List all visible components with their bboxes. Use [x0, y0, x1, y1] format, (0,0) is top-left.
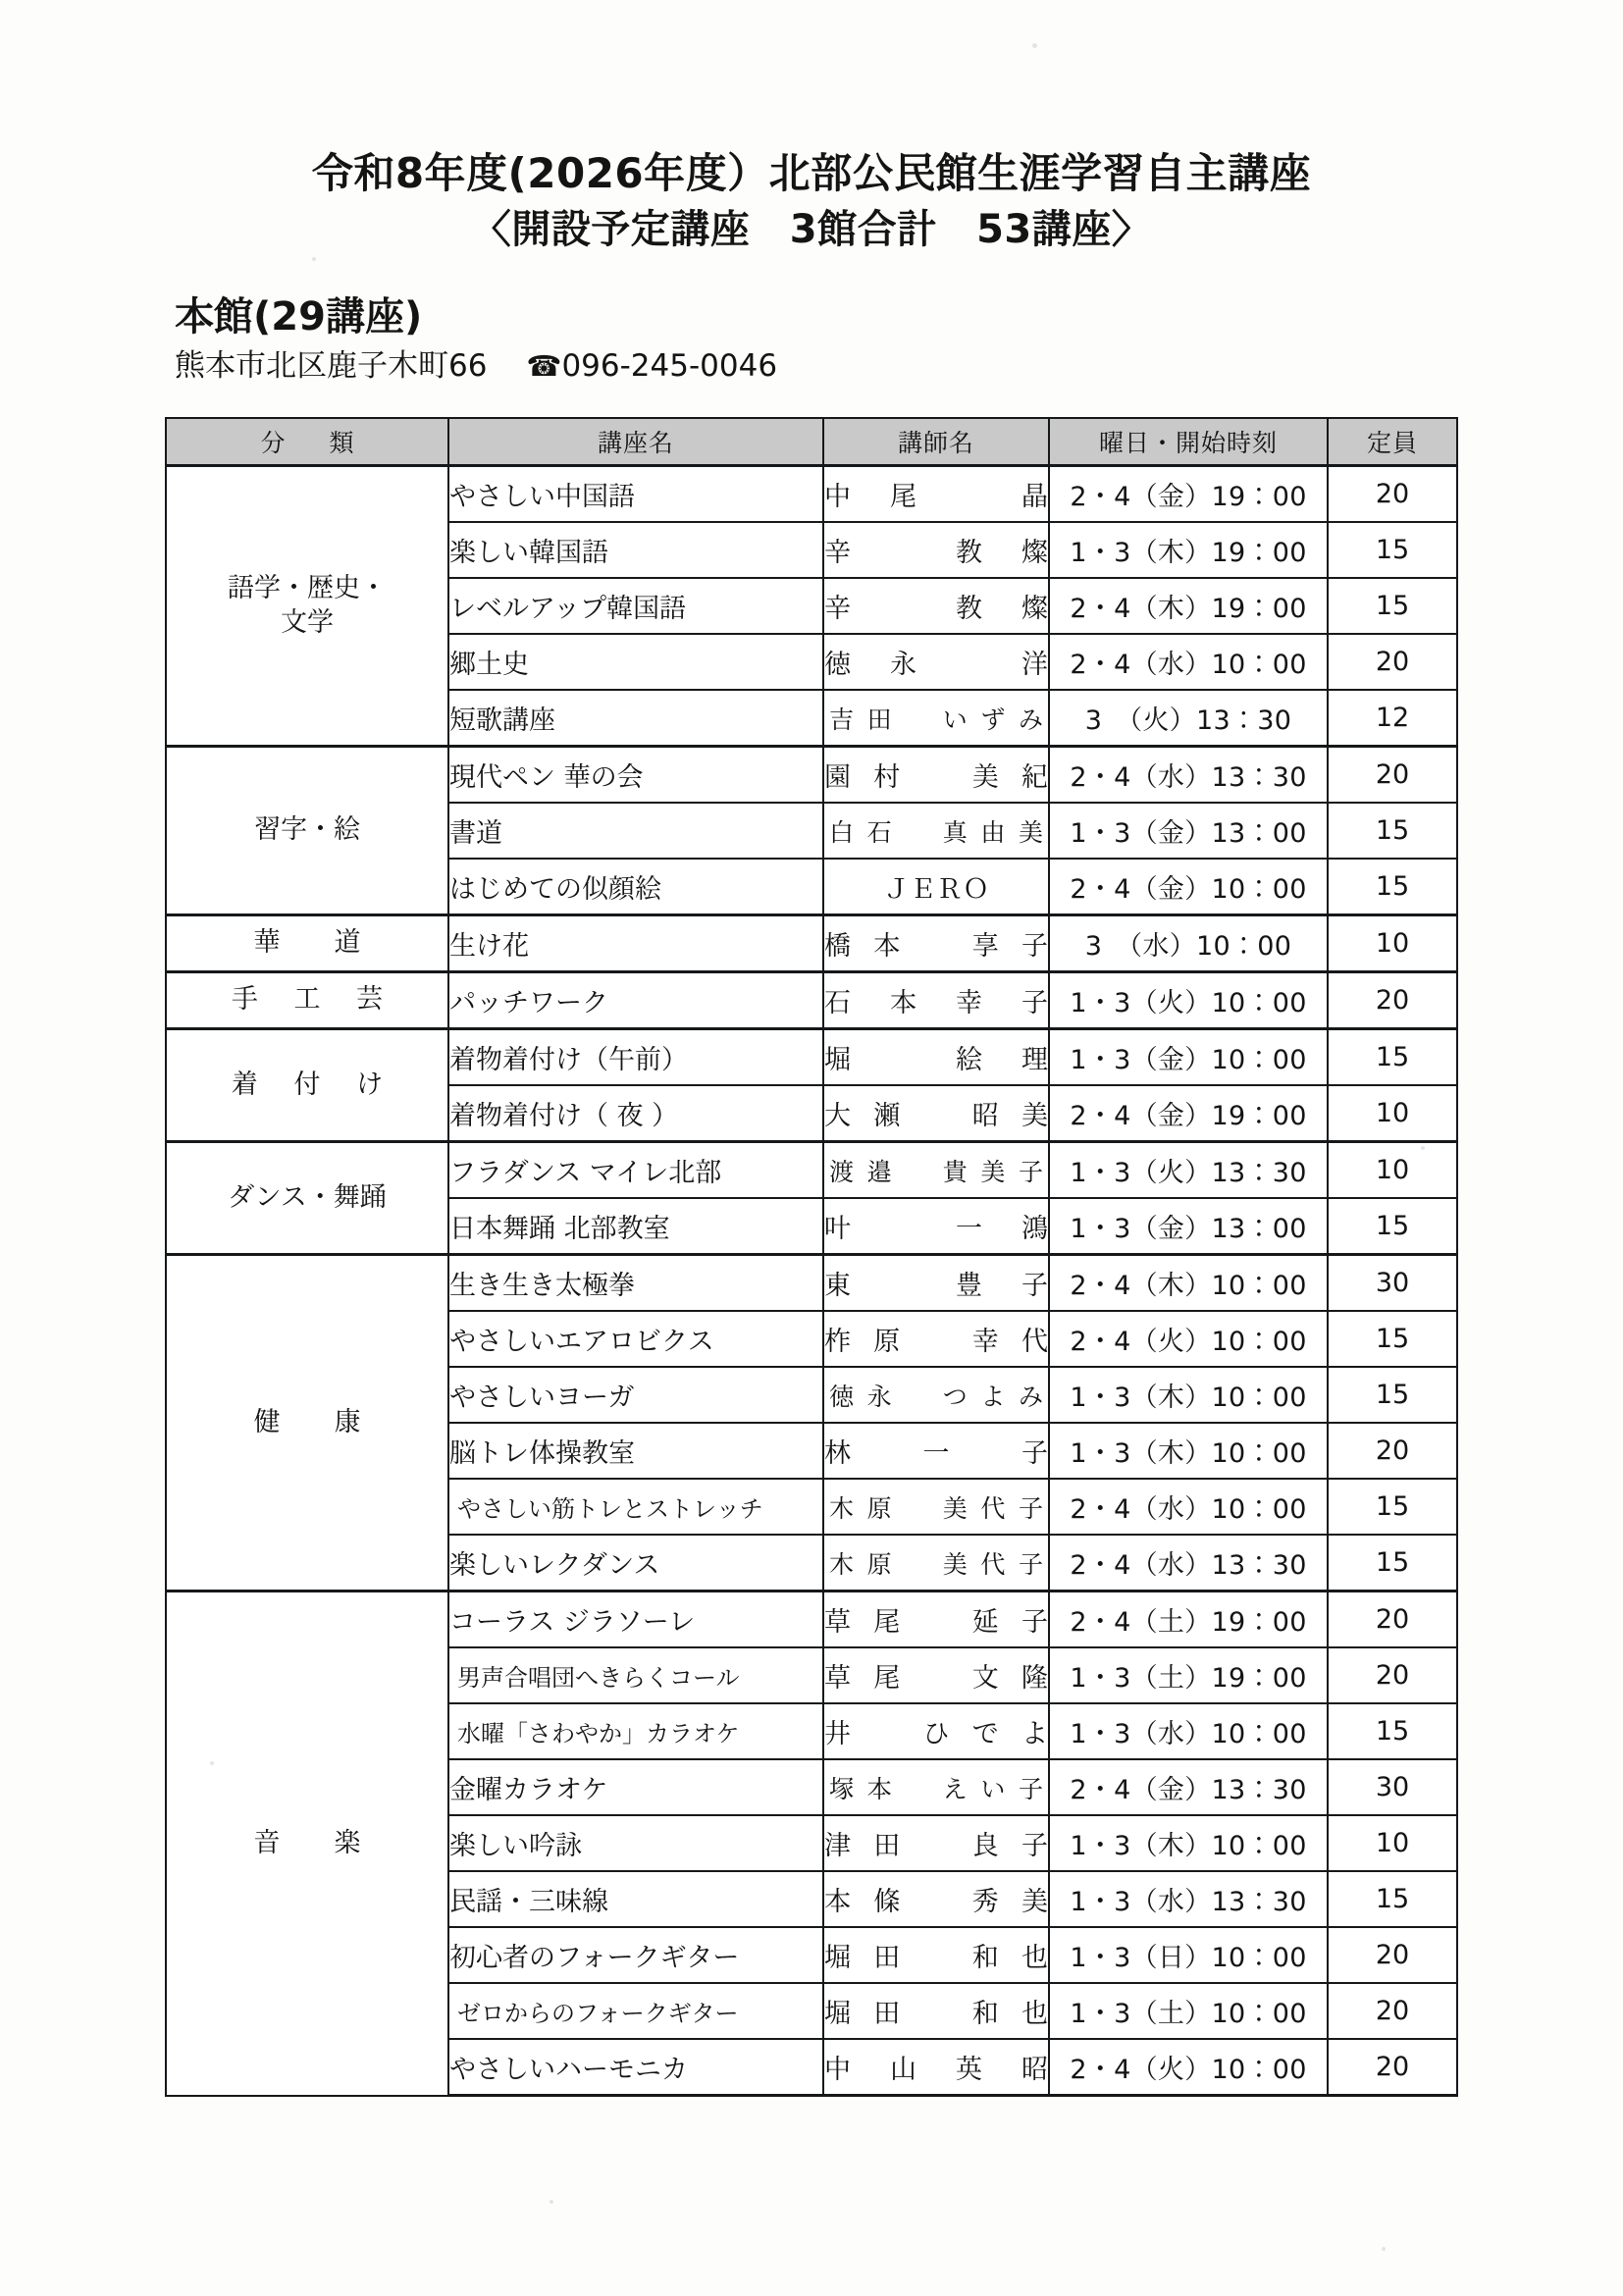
capacity-cell: 20: [1328, 1983, 1457, 2039]
course-name-cell: はじめての似顔絵: [448, 859, 823, 915]
course-name-cell: 現代ペン 華の会: [448, 747, 823, 804]
venue-address-line: [175, 348, 777, 385]
table-row: [166, 1029, 1457, 1086]
course-name-cell: 民謡・三味線: [448, 1871, 823, 1927]
instructor-cell: 堀田 和也: [823, 1927, 1049, 1983]
category-cell: 華 道: [166, 915, 448, 972]
day-time-cell: 1・3（金）10：00: [1049, 1029, 1328, 1086]
table-row: [166, 915, 1457, 972]
category-cell: 着 付 け: [166, 1029, 448, 1142]
course-name-cell: やさしい筋トレとストレッチ: [448, 1479, 823, 1535]
instructor-cell: 東 豊子: [823, 1255, 1049, 1312]
day-time-cell: 2・4（木）19：00: [1049, 578, 1328, 634]
instructor-cell: 井 ひでよ: [823, 1703, 1049, 1759]
course-name-cell: 短歌講座: [448, 690, 823, 747]
capacity-cell: 15: [1328, 859, 1457, 915]
capacity-cell: 20: [1328, 1647, 1457, 1703]
category-cell: 音 楽: [166, 1592, 448, 2096]
instructor-cell: ＪＥＲＯ: [823, 859, 1049, 915]
course-name-cell: レベルアップ韓国語: [448, 578, 823, 634]
instructor-cell: 白石 真由美: [823, 803, 1049, 859]
header-capacity: 定員: [1328, 418, 1457, 466]
table-row: [166, 466, 1457, 523]
course-name-cell: 金曜カラオケ: [448, 1759, 823, 1815]
category-cell: 語学・歴史・ 文学: [166, 466, 448, 747]
instructor-cell: 木原 美代子: [823, 1535, 1049, 1592]
day-time-cell: 1・3（土）10：00: [1049, 1983, 1328, 2039]
instructor-cell: 堀田 和也: [823, 1983, 1049, 2039]
title-line-1: 令和8年度(2026年度）北部公民館生涯学習自主講座: [311, 149, 1312, 197]
capacity-cell: 20: [1328, 1423, 1457, 1479]
course-name-cell: 脳トレ体操教室: [448, 1423, 823, 1479]
instructor-cell: 辛 教燦: [823, 522, 1049, 578]
day-time-cell: 2・4（水）13：30: [1049, 747, 1328, 804]
capacity-cell: 20: [1328, 747, 1457, 804]
course-name-cell: 書道: [448, 803, 823, 859]
telephone-icon: ☎: [526, 349, 562, 384]
day-time-cell: 3 （水）10：00: [1049, 915, 1328, 972]
day-time-cell: 3 （火）13：30: [1049, 690, 1328, 747]
instructor-cell: 徳永 洋: [823, 634, 1049, 690]
day-time-cell: 1・3（木）19：00: [1049, 522, 1328, 578]
venue-telephone: 096-245-0046: [561, 348, 778, 385]
day-time-cell: 2・4（金）19：00: [1049, 466, 1328, 523]
instructor-cell: 柞原 幸代: [823, 1311, 1049, 1367]
day-time-cell: 1・3（金）13：00: [1049, 803, 1328, 859]
venue-info: [175, 294, 777, 385]
day-time-cell: 2・4（金）13：30: [1049, 1759, 1328, 1815]
course-name-cell: 水曜「さわやか」カラオケ: [448, 1703, 823, 1759]
header-course-name: 講座名: [448, 418, 823, 466]
capacity-cell: 10: [1328, 1815, 1457, 1871]
instructor-cell: 徳永 つよみ: [823, 1367, 1049, 1423]
capacity-cell: 30: [1328, 1759, 1457, 1815]
instructor-cell: 吉田 いずみ: [823, 690, 1049, 747]
day-time-cell: 1・3（火）10：00: [1049, 972, 1328, 1029]
capacity-cell: 15: [1328, 522, 1457, 578]
course-name-cell: 郷土史: [448, 634, 823, 690]
capacity-cell: 15: [1328, 1871, 1457, 1927]
document-title: [0, 147, 1623, 255]
capacity-cell: 15: [1328, 1029, 1457, 1086]
course-name-cell: やさしいエアロビクス: [448, 1311, 823, 1367]
instructor-cell: 渡邉 貴美子: [823, 1142, 1049, 1199]
day-time-cell: 2・4（火）10：00: [1049, 1311, 1328, 1367]
instructor-cell: 津田 良子: [823, 1815, 1049, 1871]
title-line-2: 〈開設予定講座 3館合計 53講座〉: [471, 206, 1152, 252]
course-name-cell: パッチワーク: [448, 972, 823, 1029]
instructor-cell: 大瀬 昭美: [823, 1085, 1049, 1142]
category-cell: ダンス・舞踊: [166, 1142, 448, 1255]
day-time-cell: 1・3（日）10：00: [1049, 1927, 1328, 1983]
capacity-cell: 15: [1328, 1535, 1457, 1592]
day-time-cell: 1・3（水）13：30: [1049, 1871, 1328, 1927]
instructor-cell: 草尾 延子: [823, 1592, 1049, 1648]
day-time-cell: 1・3（水）10：00: [1049, 1703, 1328, 1759]
category-cell: 手 工 芸: [166, 972, 448, 1029]
course-name-cell: 楽しい韓国語: [448, 522, 823, 578]
capacity-cell: 20: [1328, 972, 1457, 1029]
capacity-cell: 15: [1328, 1703, 1457, 1759]
course-name-cell: やさしい中国語: [448, 466, 823, 523]
course-name-cell: ゼロからのフォークギター: [448, 1983, 823, 2039]
day-time-cell: 1・3（金）13：00: [1049, 1198, 1328, 1255]
capacity-cell: 20: [1328, 2039, 1457, 2096]
course-name-cell: 男声合唱団へきらくコール: [448, 1647, 823, 1703]
instructor-cell: 辛 教燦: [823, 578, 1049, 634]
capacity-cell: 10: [1328, 1142, 1457, 1199]
table-row: [166, 1142, 1457, 1199]
table-row: [166, 1255, 1457, 1312]
instructor-cell: 中山英昭: [823, 2039, 1049, 2096]
course-name-cell: やさしいヨーガ: [448, 1367, 823, 1423]
capacity-cell: 20: [1328, 1592, 1457, 1648]
instructor-cell: 叶 一鴻: [823, 1198, 1049, 1255]
venue-name: 本館(29講座): [175, 294, 423, 339]
capacity-cell: 15: [1328, 1198, 1457, 1255]
capacity-cell: 20: [1328, 634, 1457, 690]
course-name-cell: 日本舞踊 北部教室: [448, 1198, 823, 1255]
course-name-cell: 生け花: [448, 915, 823, 972]
day-time-cell: 2・4（火）10：00: [1049, 2039, 1328, 2096]
header-category: 分 類: [166, 418, 448, 466]
category-cell: 習字・絵: [166, 747, 448, 915]
table-row: [166, 747, 1457, 804]
capacity-cell: 15: [1328, 578, 1457, 634]
course-name-cell: やさしいハーモニカ: [448, 2039, 823, 2096]
capacity-cell: 10: [1328, 915, 1457, 972]
capacity-cell: 10: [1328, 1085, 1457, 1142]
instructor-cell: 橋本 享子: [823, 915, 1049, 972]
venue-address-text: 熊本市北区鹿子木町66: [175, 348, 488, 385]
course-name-cell: 着物着付け（午前）: [448, 1029, 823, 1086]
course-name-cell: 生き生き太極拳: [448, 1255, 823, 1312]
instructor-cell: 堀 絵理: [823, 1029, 1049, 1086]
day-time-cell: 2・4（金）19：00: [1049, 1085, 1328, 1142]
course-name-cell: フラダンス マイレ北部: [448, 1142, 823, 1199]
header-day-time: 曜日・開始時刻: [1049, 418, 1328, 466]
day-time-cell: 2・4（金）10：00: [1049, 859, 1328, 915]
course-name-cell: 着物着付け（ 夜 ）: [448, 1085, 823, 1142]
header-instructor: 講師名: [823, 418, 1049, 466]
capacity-cell: 15: [1328, 1367, 1457, 1423]
day-time-cell: 2・4（水）10：00: [1049, 1479, 1328, 1535]
instructor-cell: 林 一 子: [823, 1423, 1049, 1479]
day-time-cell: 2・4（水）13：30: [1049, 1535, 1328, 1592]
day-time-cell: 2・4（木）10：00: [1049, 1255, 1328, 1312]
table-header: [166, 418, 1457, 466]
capacity-cell: 15: [1328, 1311, 1457, 1367]
day-time-cell: 2・4（水）10：00: [1049, 634, 1328, 690]
instructor-cell: 塚本 えい子: [823, 1759, 1049, 1815]
instructor-cell: 草尾 文隆: [823, 1647, 1049, 1703]
course-schedule-table: [165, 417, 1458, 2097]
course-name-cell: 楽しいレクダンス: [448, 1535, 823, 1592]
day-time-cell: 1・3（土）19：00: [1049, 1647, 1328, 1703]
day-time-cell: 1・3（木）10：00: [1049, 1367, 1328, 1423]
capacity-cell: 15: [1328, 1479, 1457, 1535]
day-time-cell: 2・4（土）19：00: [1049, 1592, 1328, 1648]
instructor-cell: 木原 美代子: [823, 1479, 1049, 1535]
capacity-cell: 15: [1328, 803, 1457, 859]
course-name-cell: コーラス ジラソーレ: [448, 1592, 823, 1648]
course-name-cell: 楽しい吟詠: [448, 1815, 823, 1871]
instructor-cell: 本條 秀美: [823, 1871, 1049, 1927]
capacity-cell: 20: [1328, 466, 1457, 523]
day-time-cell: 1・3（火）13：30: [1049, 1142, 1328, 1199]
header-row: [166, 418, 1457, 466]
capacity-cell: 20: [1328, 1927, 1457, 1983]
day-time-cell: 1・3（木）10：00: [1049, 1815, 1328, 1871]
instructor-cell: 石本幸子: [823, 972, 1049, 1029]
course-name-cell: 初心者のフォークギター: [448, 1927, 823, 1983]
capacity-cell: 12: [1328, 690, 1457, 747]
category-cell: 健 康: [166, 1255, 448, 1592]
instructor-cell: 園村 美紀: [823, 747, 1049, 804]
day-time-cell: 1・3（木）10：00: [1049, 1423, 1328, 1479]
capacity-cell: 30: [1328, 1255, 1457, 1312]
instructor-cell: 中尾 晶: [823, 466, 1049, 523]
table-row: [166, 1592, 1457, 1648]
table-row: [166, 972, 1457, 1029]
table-body: [166, 466, 1457, 2096]
